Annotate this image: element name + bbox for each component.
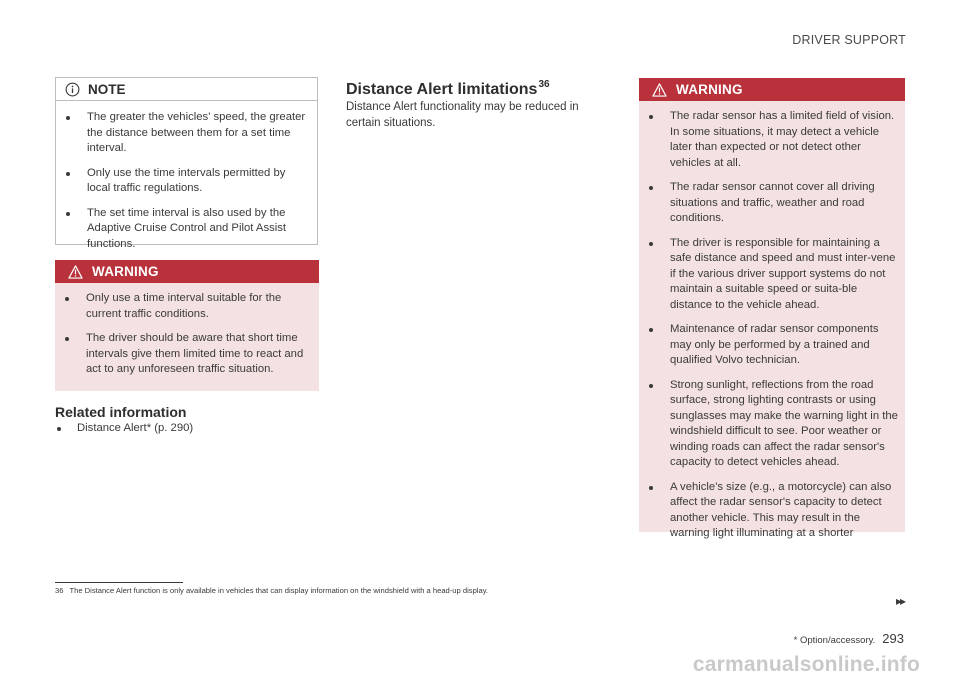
list-item: Only use the time intervals permitted by local traffic regulations.	[56, 166, 307, 197]
list-item: The greater the vehicles' speed, the greater the distance between them for a set time interval.	[56, 110, 307, 157]
list-item: The driver should be aware that short time intervals give them limited time to react and act to any unforeseen traffic situation.	[55, 331, 311, 378]
list-item: Only use a time interval suitable for the current traffic conditions.	[55, 291, 311, 322]
related-link[interactable]: Distance Alert* (p. 290)	[55, 421, 315, 437]
info-circle-icon	[65, 82, 80, 97]
note-title: NOTE	[88, 81, 126, 97]
page-header-section: DRIVER SUPPORT	[792, 33, 906, 47]
warning-list	[639, 101, 905, 542]
note-header	[56, 78, 317, 101]
warning-title: WARNING	[676, 82, 743, 97]
warning-box-right	[639, 78, 905, 539]
list-item: A vehicle's size (e.g., a motorcycle) can also affect the radar sensor's capacity to detect another vehicle. This may result in the warning light illuminating at a shorter	[639, 480, 899, 542]
warning-header	[639, 78, 905, 101]
option-accessory-note: * Option/accessory.	[793, 635, 876, 646]
footnote-number: 36	[55, 586, 64, 595]
related-information-heading: Related information	[55, 404, 187, 420]
page-footer	[794, 631, 904, 646]
list-item: The set time interval is also used by the Adaptive Cruise Control and Pilot Assist functions.	[56, 206, 307, 253]
list-item: The radar sensor cannot cover all driving situations and traffic, weather and road conditions.	[639, 180, 899, 227]
warning-triangle-icon	[652, 83, 667, 97]
list-item: Strong sunlight, reflections from the road surface, strong lighting contrasts or using sunglasses may make the warning light in the windshield difficult to see. Poor weather or winding roads can affect the radar sensor's capacity to detect vehicles ahead.	[639, 378, 899, 471]
list-item: Maintenance of radar sensor components may only be performed by a trained and qualified Volvo technician.	[639, 322, 899, 369]
section-title: Distance Alert limitations$^{36}$	[346, 79, 550, 98]
warning-list	[55, 283, 319, 378]
page-number: 293	[882, 631, 904, 646]
section-body: Distance Alert functionality may be reduced in certain situations.	[346, 101, 579, 129]
warning-box-left	[55, 260, 319, 391]
related-information-list	[55, 421, 315, 446]
warning-title: WARNING	[92, 264, 159, 279]
list-item: The driver is responsible for maintaining a safe distance and speed and must inter-vene if the various driver support systems do not maintain a suitable speed or suita-ble distance to the vehicle ahead.	[639, 236, 899, 314]
watermark: carmanualsonline.info	[692, 653, 920, 676]
note-box	[55, 77, 318, 250]
footnote-text: The Distance Alert function is only available in vehicles that can display information on the windshield with a head-up display.	[69, 586, 489, 595]
warning-triangle-icon	[68, 265, 83, 279]
warning-header	[55, 260, 319, 283]
list-item: The radar sensor has a limited field of vision. In some situations, it may detect a vehicle later than expected or not detect other vehicles at all.	[639, 109, 899, 171]
note-list	[56, 101, 317, 252]
footnote	[55, 586, 488, 595]
footnote-divider	[55, 582, 183, 583]
footnote-ref[interactable]: 36	[538, 79, 550, 90]
continue-arrows-icon: ▸▸	[895, 594, 904, 608]
